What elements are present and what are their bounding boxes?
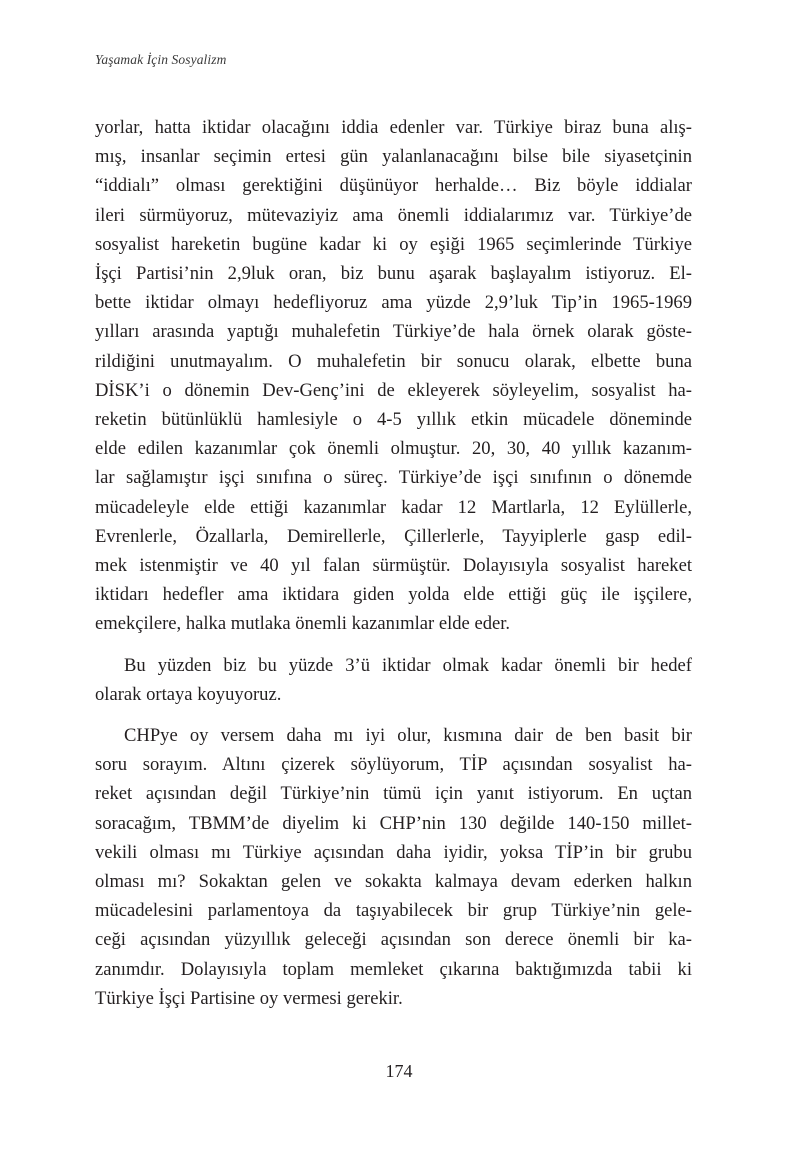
text-line: mek istenmiştir ve 40 yıl falan sürmüştür. Dolayısıyla sosyalist hareket — [95, 555, 692, 577]
text-line: olması mı? Sokaktan gelen ve sokakta kalmaya devam ederken halkın — [95, 871, 692, 893]
text-line: soru sorayım. Altını çizerek söylüyorum, TİP açısından sosyalist ha- — [95, 754, 692, 776]
text-line: mış, insanlar seçimin ertesi gün yalanlanacağını bilse bile siyasetçinin — [95, 146, 692, 168]
text-line: iktidarı hedefler ama iktidara giden yolda elde ettiği güç ile işçilere, — [95, 584, 692, 606]
paragraph-3 — [95, 721, 692, 1013]
text-line: Türkiye İşçi Partisine oy vermesi gerekir. — [95, 987, 403, 1009]
text-line: mücadelesini parlamentoya da taşıyabilecek bir grup Türkiye’nin gele- — [95, 900, 692, 922]
text-line: olarak ortaya koyuyoruz. — [95, 683, 282, 705]
page-body — [95, 113, 692, 1013]
page-number: 174 — [385, 1061, 413, 1081]
text-line: yorlar, hatta iktidar olacağını iddia edenler var. Türkiye biraz buna alış- — [95, 117, 692, 138]
text-line: rildiğini unutmayalım. O muhalefetin bir sonucu olarak, elbette buna — [95, 350, 692, 372]
text-line: elde edilen kazanımlar çok önemli olmuştur. 20, 30, 40 yıllık kazanım- — [95, 438, 692, 460]
text-line: mücadeleyle elde ettiği kazanımlar kadar 12 Martlarla, 12 Eylüllerle, — [95, 496, 692, 518]
text-line: bette iktidar olmayı hedefliyoruz ama yüzde 2,9’luk Tip’in 1965-1969 — [95, 292, 692, 314]
text-line: DİSK’i o dönemin Dev-Genç’ini de ekleyerek söyleyelim, sosyalist ha- — [95, 379, 692, 401]
text-line: vekili olması mı Türkiye açısından daha iyidir, yoksa TİP’in bir grubu — [95, 841, 692, 863]
text-line: Evrenlerle, Özallarla, Demirellerle, Çillerlerle, Tayyiplerle gasp edil- — [95, 525, 692, 547]
text-line: ileri sürmüyoruz, mütevaziyiz ama önemli iddialarımız var. Türkiye’de — [95, 204, 692, 226]
text-line: reketin bütünlüklü hamlesiyle o 4-5 yıllık etkin mücadele döneminde — [95, 409, 692, 431]
paragraph-2 — [95, 651, 692, 709]
text-line: “iddialı” olması gerektiğini düşünüyor herhalde… Biz böyle iddialar — [95, 175, 692, 197]
text-line: İşçi Partisi’nin 2,9luk oran, biz bunu aşarak başlayalım istiyoruz. El- — [95, 263, 692, 285]
text-line: yılları arasında yaptığı muhalefetin Türkiye’de hala örnek olarak göste- — [95, 321, 692, 343]
text-line: sosyalist hareketin bugüne kadar ki oy eşiği 1965 seçimlerinde Türkiye — [95, 233, 692, 255]
running-head-title: Yaşamak İçin Sosyalizm — [95, 52, 227, 67]
text-line: CHPye oy versem daha mı iyi olur, kısmına dair de ben basit bir — [124, 725, 692, 747]
text-line: Bu yüzden biz bu yüzde 3’ü iktidar olmak kadar önemli bir hedef — [124, 654, 692, 676]
text-line: soracağım, TBMM’de diyelim ki CHP’nin 130 değilde 140-150 millet- — [95, 812, 692, 834]
paragraph-1 — [95, 113, 692, 639]
text-line: reket açısından değil Türkiye’nin tümü için yanıt istiyorum. En uçtan — [95, 783, 692, 805]
text-line: emekçilere, halka mutlaka önemli kazanımlar elde eder. — [95, 613, 511, 635]
text-line: zanımdır. Dolayısıyla toplam memleket çıkarına baktığımızda tabii ki — [95, 958, 692, 980]
text-line: lar sağlamıştır işçi sınıfına o süreç. Türkiye’de işçi sınıfının o dönemde — [95, 467, 692, 489]
text-line: ceği açısından yüzyıllık geleceği açısından son derece önemli bir ka- — [95, 929, 692, 951]
